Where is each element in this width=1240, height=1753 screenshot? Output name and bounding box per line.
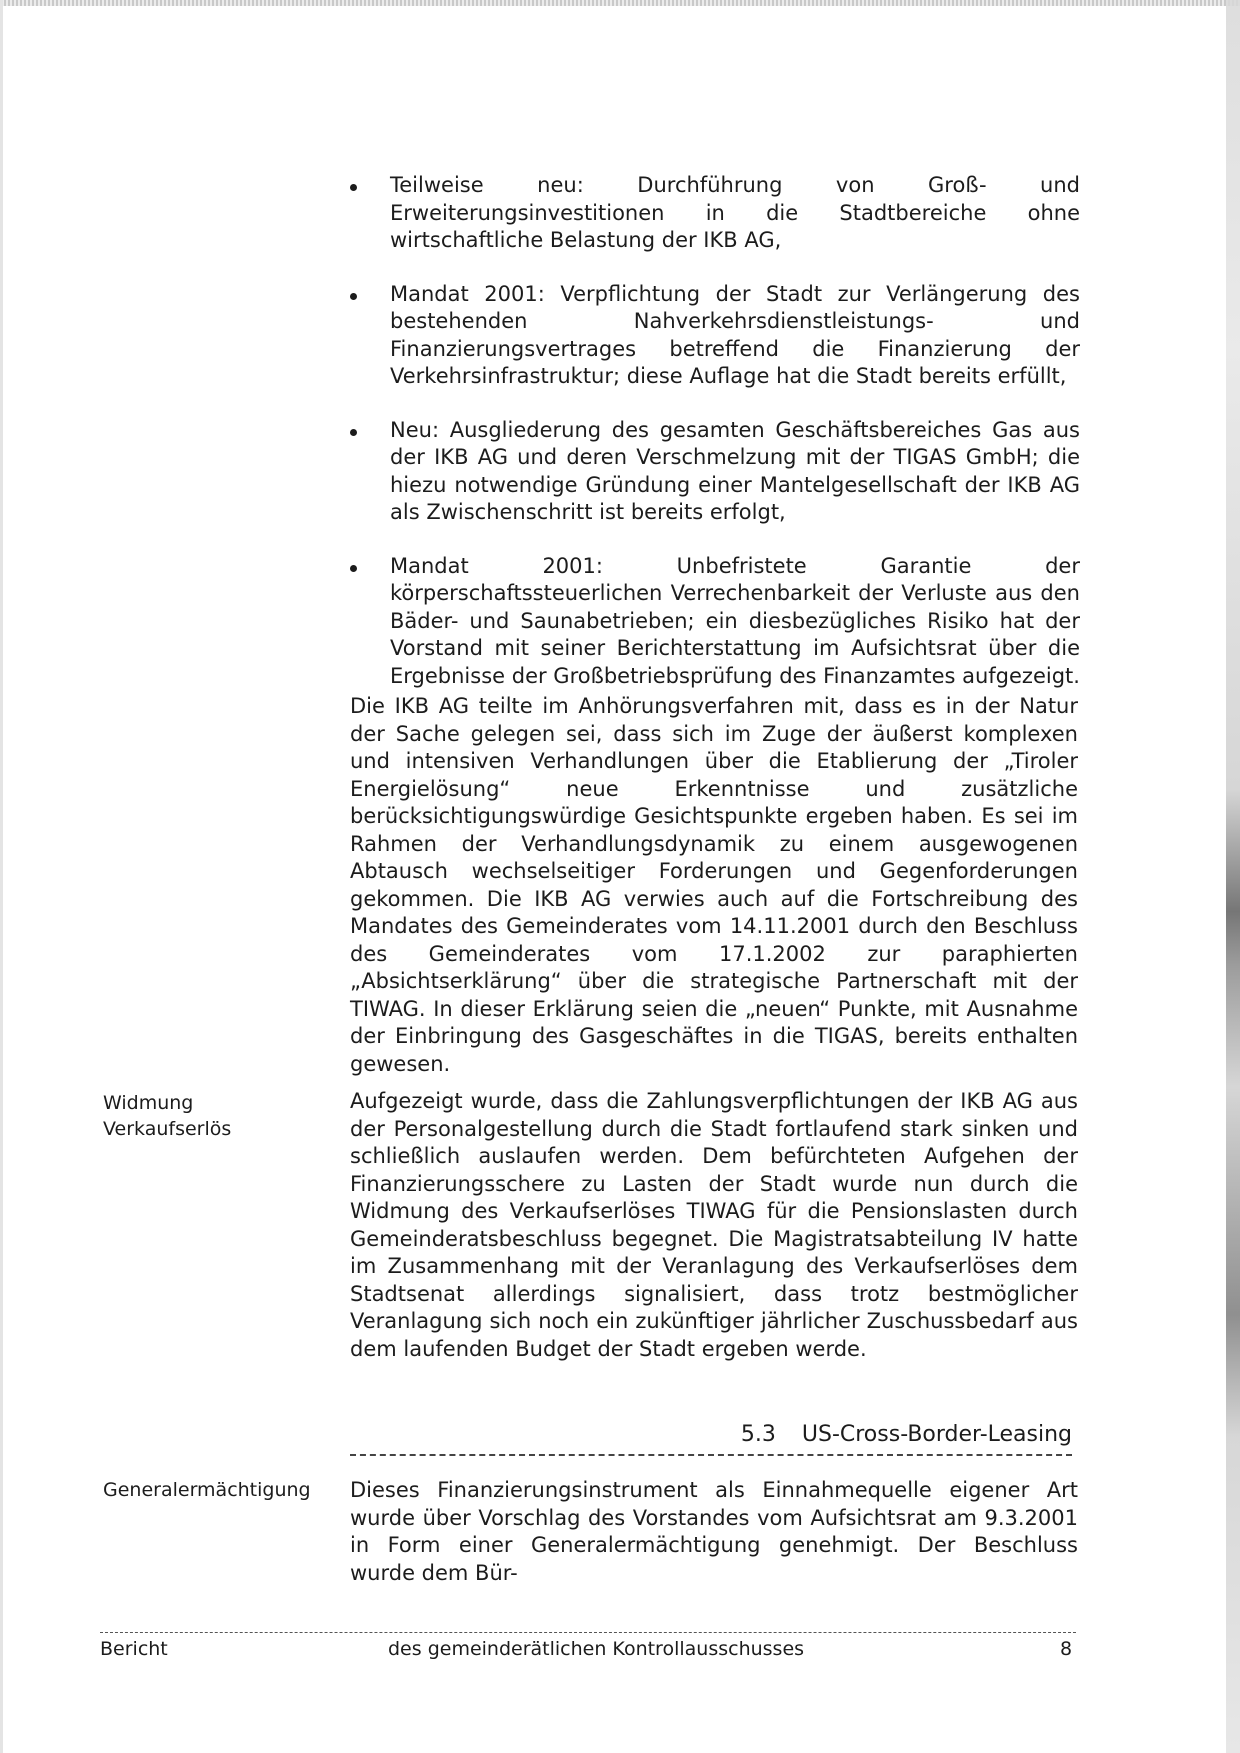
side-note-general: Generalermächtigung bbox=[103, 1479, 311, 1501]
bullet-list bbox=[350, 172, 1080, 716]
bullet-item bbox=[350, 172, 1080, 255]
bullet-icon bbox=[350, 184, 357, 191]
scan-left-edge bbox=[0, 0, 3, 1753]
page-number: 8 bbox=[1060, 1638, 1073, 1660]
bullet-text: Neu: Ausgliederung des gesamten Geschäftsbereiches Gas aus der IKB AG und deren Verschmelzung mit der TIGAS GmbH; die hiezu notwendige Gründung einer Mantelgesellschaft der IKB AG als Zwischenschritt ist bereits erfolgt, bbox=[390, 417, 1080, 524]
paragraph-general: Dieses Finanzierungsinstrument als Einnahmequelle eigener Art wurde über Vorschlag des Vorstandes vom Aufsichtsrat am 9.3.2001 in Form einer Generalermächtigung genehmigt. Der Beschluss wurde dem Bür- bbox=[350, 1478, 1078, 1585]
bullet-text: Mandat 2001: Unbefristete Garantie der körperschaftssteuerlichen Verrechenbarkeit der Verluste aus den Bäder- und Saunabetrieben; ein diesbezügliches Risiko hat der Vorstand mit seiner Berichterstattung im Aufsichtsrat über die Ergebnisse der Großbetriebsprüfung des Finanzamtes aufgezeigt. bbox=[390, 553, 1080, 688]
side-note-widmung: Widmung Verkaufserlös bbox=[103, 1092, 232, 1140]
bullet-icon bbox=[350, 429, 357, 436]
bullet-item bbox=[350, 281, 1080, 391]
section-number: 5.3 bbox=[740, 1422, 776, 1447]
section-title: US-Cross-Border-Leasing bbox=[801, 1422, 1072, 1447]
paragraph-anhoerung: Die IKB AG teilte im Anhörungsverfahren mit, dass es in der Natur der Sache gelegen sei, dass sich im Zuge der äußerst komplexen und intensiven Verhandlungen über die Etablierung der „Tiroler Energielösung“ neue Erkenntnisse und zusätzliche berücksichtigungswürdige Gesichtspunkte ergeben haben. Es sei im Rahmen der Verhandlungsdynamik zu einem ausgewogenen Abtausch wechselseitiger Forderungen und Gegenforderungen gekommen. Die IKB AG verwies auch auf die Fortschreibung des Mandates des Gemeinderates vom 14.11.2001 durch den Beschluss des Gemeinderates vom 17.1.2002 zur paraphierten „Absichtserklärung“ über die strategische Partnerschaft mit der TIWAG. In dieser Erklärung seien die „neuen“ Punkte, mit Ausnahme der Einbringung des Gasgeschäftes in die TIGAS, bereits enthalten gewesen. bbox=[350, 694, 1078, 1076]
section-heading bbox=[350, 1420, 1072, 1456]
scan-top-edge bbox=[0, 0, 1240, 6]
footer-committee: des gemeinderätlichen Kontrollausschusses bbox=[388, 1638, 805, 1660]
bullet-icon bbox=[350, 293, 357, 300]
bullet-item bbox=[350, 417, 1080, 527]
footer-divider bbox=[100, 1632, 1076, 1633]
scan-right-edge bbox=[1226, 0, 1240, 1753]
paragraph-widmung: Aufgezeigt wurde, dass die Zahlungsverpflichtungen der IKB AG aus der Personalgestellung durch die Stadt fortlaufend stark sinken und schließlich auslaufen werden. Dem befürchteten Aufgehen der Finanzierungsschere zu Lasten der Stadt wurde nun durch die Widmung des Verkaufserlöses TIWAG für die Pensionslasten durch Gemeinderatsbeschluss begegnet. Die Magistratsabteilung IV hatte im Zusammenhang mit der Veranlagung des Verkaufserlöses dem Stadtsenat allerdings signalisiert, dass trotz bestmöglicher Veranlagung sich noch ein zukünftiger jährlicher Zuschussbedarf aus dem laufenden Budget der Stadt ergeben werde. bbox=[350, 1089, 1078, 1361]
footer-report: Bericht bbox=[100, 1638, 168, 1660]
bullet-text: Mandat 2001: Verpflichtung der Stadt zur Verlängerung des bestehenden Nahverkehrsdienstleistungs- und Finanzierungsvertrages betreffend die Finanzierung der Verkehrsinfrastruktur; diese Auflage hat die Stadt bereits erfüllt, bbox=[390, 281, 1080, 388]
bullet-item bbox=[350, 553, 1080, 691]
bullet-icon bbox=[350, 565, 357, 572]
bullet-text: Teilweise neu: Durchführung von Groß- und Erweiterungsinvestitionen in die Stadtbereiche ohne wirtschaftliche Belastung der IKB AG, bbox=[390, 173, 1080, 252]
